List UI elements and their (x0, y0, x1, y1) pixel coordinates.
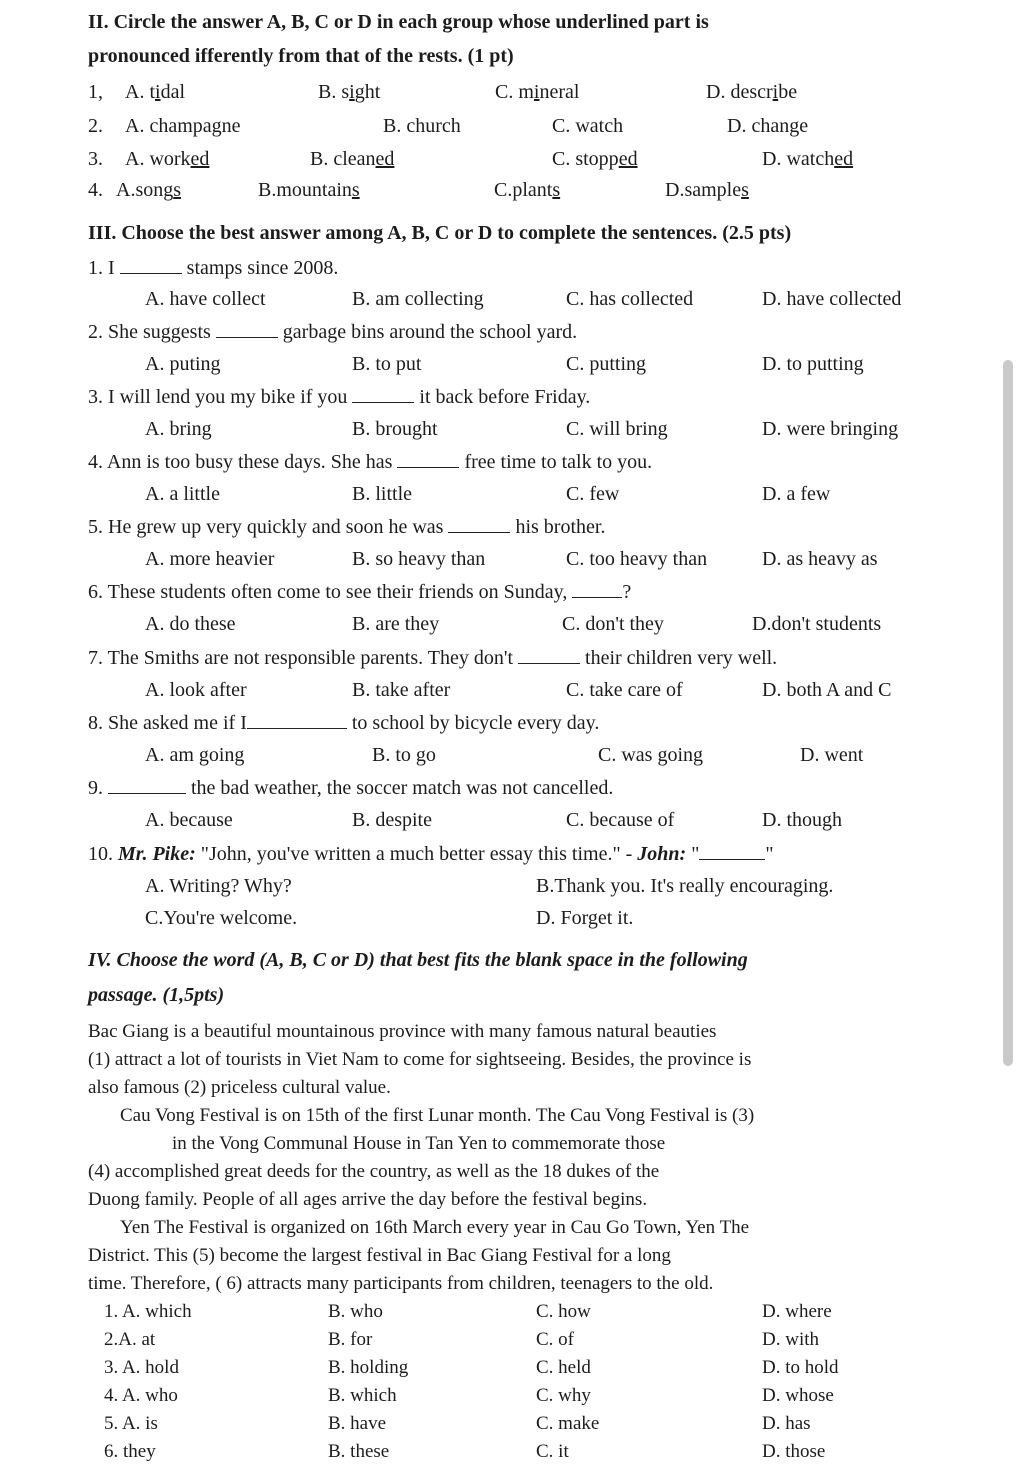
s3-q5-stem: 5. He grew up very quickly and soon he was his brother. (88, 516, 606, 538)
passage-line: Cau Vong Festival is on 15th of the first Lunar month. The Cau Vong Festival is (3) (120, 1105, 755, 1126)
s4-q5-option-d[interactable]: D. has (762, 1413, 811, 1434)
s4-q3-option-a[interactable]: 3. A. hold (104, 1357, 179, 1378)
answer-blank[interactable] (352, 386, 414, 403)
passage-line: also famous (2) priceless cultural value. (88, 1077, 391, 1098)
s3-q8-option-d[interactable]: D. went (800, 744, 864, 766)
vertical-scrollbar[interactable] (1003, 360, 1013, 1066)
s4-q1-option-b[interactable]: B. who (328, 1301, 383, 1322)
answer-blank[interactable] (518, 647, 580, 664)
s4-q2-option-c[interactable]: C. of (536, 1329, 574, 1350)
s3-q2-option-c[interactable]: C. putting (566, 353, 647, 375)
s2-q1-option-b[interactable]: B. sight (318, 81, 381, 103)
s3-q1-option-b[interactable]: B. am collecting (352, 288, 484, 310)
s3-q9-option-c[interactable]: C. because of (566, 809, 675, 831)
s3-q9-option-d[interactable]: D. though (762, 809, 842, 831)
s3-q4-option-b[interactable]: B. little (352, 483, 412, 505)
section-2-heading-line-2: pronounced ifferently from that of the rests. (1 pt) (88, 45, 514, 67)
section-2-heading-line-1: II. Circle the answer A, B, C or D in each group whose underlined part is (88, 11, 709, 33)
answer-blank[interactable] (108, 777, 186, 794)
s4-q4-option-b[interactable]: B. which (328, 1385, 397, 1406)
s3-q4-option-d[interactable]: D. a few (762, 483, 831, 505)
s3-q6-option-c[interactable]: C. don't they (562, 613, 664, 635)
s3-q7-stem: 7. The Smiths are not responsible parents. They don't their children very well. (88, 647, 778, 669)
passage-line: in the Vong Communal House in Tan Yen to commemorate those (172, 1133, 666, 1154)
passage-line: time. Therefore, ( 6) attracts many participants from children, teenagers to the old. (88, 1273, 714, 1294)
s4-q3-option-b[interactable]: B. holding (328, 1357, 409, 1378)
s2-q1-option-c[interactable]: C. mineral (495, 81, 580, 103)
s4-q3-option-d[interactable]: D. to hold (762, 1357, 839, 1378)
s4-q1-option-d[interactable]: D. where (762, 1301, 832, 1322)
s3-q6-option-b[interactable]: B. are they (352, 613, 440, 635)
s3-q6-option-d[interactable]: D.don't students (752, 613, 882, 635)
section-4-heading-line-2: passage. (1,5pts) (88, 984, 225, 1006)
s3-q4-stem: 4. Ann is too busy these days. She has free time to talk to you. (88, 451, 653, 473)
answer-blank[interactable] (448, 516, 510, 533)
s2-q4-option-a[interactable]: A.songs (116, 179, 182, 201)
passage-line: (1) attract a lot of tourists in Viet Nam to come for sightseeing. Besides, the province is (88, 1049, 752, 1070)
s2-q2-option-d[interactable]: D. change (727, 115, 809, 137)
s3-q10-option-d[interactable]: D. Forget it. (536, 907, 634, 929)
passage-line: District. This (5) become the largest festival in Bac Giang Festival for a long (88, 1245, 671, 1266)
passage-line: Duong family. People of all ages arrive the day before the festival begins. (88, 1189, 648, 1210)
s4-q5-option-c[interactable]: C. make (536, 1413, 600, 1434)
s3-q3-option-b[interactable]: B. brought (352, 418, 438, 440)
answer-blank[interactable] (699, 843, 765, 860)
s2-q3-number: 3. (88, 148, 103, 170)
answer-blank[interactable] (216, 321, 278, 338)
s3-q2-stem: 2. She suggests garbage bins around the school yard. (88, 321, 578, 343)
s2-q4-option-b[interactable]: B.mountains (258, 179, 360, 201)
s3-q8-option-b[interactable]: B. to go (372, 744, 436, 766)
s3-q8-stem: 8. She asked me if I to school by bicycle every day. (88, 712, 600, 734)
passage-line: Bac Giang is a beautiful mountainous province with many famous natural beauties (88, 1021, 717, 1042)
s2-q2-option-a[interactable]: A. champagne (125, 115, 241, 137)
s3-q9-option-a[interactable]: A. because (145, 809, 233, 831)
s2-q2-option-b[interactable]: B. church (383, 115, 461, 137)
s4-q4-option-a[interactable]: 4. A. who (104, 1385, 178, 1406)
s4-q1-option-c[interactable]: C. how (536, 1301, 591, 1322)
s3-q7-option-a[interactable]: A. look after (145, 679, 247, 701)
s2-q1-option-a[interactable]: A. tidal (125, 81, 185, 103)
answer-blank[interactable] (247, 712, 347, 729)
s3-q2-option-a[interactable]: A. puting (145, 353, 221, 375)
s2-q3-option-c[interactable]: C. stopped (552, 148, 638, 170)
s3-q5-option-a[interactable]: A. more heavier (145, 548, 275, 570)
s3-q1-option-d[interactable]: D. have collected (762, 288, 902, 310)
s4-q6-option-b[interactable]: B. these (328, 1441, 390, 1462)
section-4-heading-line-1: IV. Choose the word (A, B, C or D) that best fits the blank space in the following (88, 949, 748, 971)
s3-q4-option-c[interactable]: C. few (566, 483, 620, 505)
answer-blank[interactable] (572, 581, 622, 598)
s3-q3-option-d[interactable]: D. were bringing (762, 418, 899, 440)
s3-q5-option-c[interactable]: C. too heavy than (566, 548, 708, 570)
s3-q7-option-b[interactable]: B. take after (352, 679, 451, 701)
s4-q2-option-d[interactable]: D. with (762, 1329, 819, 1350)
s3-q1-option-c[interactable]: C. has collected (566, 288, 694, 310)
s4-q5-option-b[interactable]: B. have (328, 1413, 387, 1434)
s3-q10-stem: 10. Mr. Pike: "John, you've written a much better essay this time." - John: " " (88, 843, 774, 865)
s4-q2-option-a[interactable]: 2.A. at (104, 1329, 156, 1350)
answer-blank[interactable] (397, 451, 459, 468)
s4-q6-option-c[interactable]: C. it (536, 1441, 569, 1462)
s2-q4-option-c[interactable]: C.plants (494, 179, 561, 201)
s4-q3-option-c[interactable]: C. held (536, 1357, 591, 1378)
passage-line: Yen The Festival is organized on 16th March every year in Cau Go Town, Yen The (120, 1217, 750, 1238)
s3-q5-option-d[interactable]: D. as heavy as (762, 548, 878, 570)
s4-q5-option-a[interactable]: 5. A. is (104, 1413, 158, 1434)
s2-q2-number: 2. (88, 115, 103, 137)
s3-q8-option-a[interactable]: A. am going (145, 744, 245, 766)
s3-q3-stem: 3. I will lend you my bike if you it back before Friday. (88, 386, 591, 408)
passage-line: (4) accomplished great deeds for the country, as well as the 18 dukes of the (88, 1161, 660, 1182)
s3-q10-option-c[interactable]: C.You're welcome. (145, 907, 298, 929)
s3-q8-option-c[interactable]: C. was going (598, 744, 703, 766)
s4-q6-option-a[interactable]: 6. they (104, 1441, 156, 1462)
s4-q4-option-c[interactable]: C. why (536, 1385, 591, 1406)
s3-q1-stem: 1. I stamps since 2008. (88, 257, 339, 279)
s3-q2-option-d[interactable]: D. to putting (762, 353, 864, 375)
s2-q3-option-b[interactable]: B. cleaned (310, 148, 395, 170)
s4-q2-option-b[interactable]: B. for (328, 1329, 373, 1350)
s3-q7-option-c[interactable]: C. take care of (566, 679, 683, 701)
s3-q6-stem: 6. These students often come to see their friends on Sunday, ? (88, 581, 632, 603)
s2-q1-number: 1, (88, 81, 103, 103)
s3-q10-option-a[interactable]: A. Writing? Why? (145, 875, 292, 897)
s3-q1-option-a[interactable]: A. have collect (145, 288, 266, 310)
s2-q4-option-d[interactable]: D.samples (665, 179, 749, 201)
s2-q1-option-d[interactable]: D. describe (706, 81, 798, 103)
s3-q5-option-b[interactable]: B. so heavy than (352, 548, 486, 570)
section-3-heading: III. Choose the best answer among A, B, C or D to complete the sentences. (2.5 pts) (88, 222, 792, 244)
s3-q9-option-b[interactable]: B. despite (352, 809, 432, 831)
s2-q3-option-a[interactable]: A. worked (125, 148, 210, 170)
s4-q1-option-a[interactable]: 1. A. which (104, 1301, 192, 1322)
s3-q10-option-b[interactable]: B.Thank you. It's really encouraging. (536, 875, 834, 897)
answer-blank[interactable] (120, 257, 182, 274)
s3-q2-option-b[interactable]: B. to put (352, 353, 422, 375)
s3-q6-option-a[interactable]: A. do these (145, 613, 236, 635)
s2-q2-option-c[interactable]: C. watch (552, 115, 624, 137)
s2-q4-number: 4. (88, 179, 103, 201)
s3-q9-stem: 9. the bad weather, the soccer match was not cancelled. (88, 777, 614, 799)
s3-q3-option-c[interactable]: C. will bring (566, 418, 668, 440)
s2-q3-option-d[interactable]: D. watched (762, 148, 854, 170)
s3-q3-option-a[interactable]: A. bring (145, 418, 212, 440)
s4-q4-option-d[interactable]: D. whose (762, 1385, 834, 1406)
s3-q7-option-d[interactable]: D. both A and C (762, 679, 892, 701)
s4-q6-option-d[interactable]: D. those (762, 1441, 826, 1462)
s3-q4-option-a[interactable]: A. a little (145, 483, 220, 505)
